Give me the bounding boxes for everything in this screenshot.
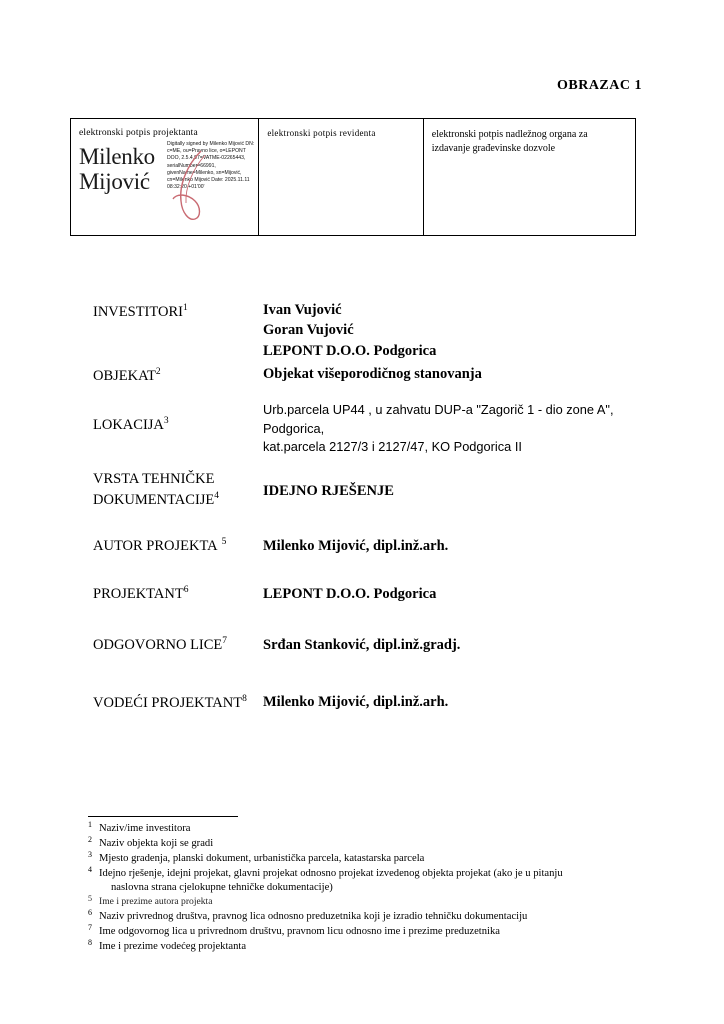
form-row-value-line: Ivan Vujović	[263, 302, 342, 318]
form-row-label: LOKACIJA$^3$	[93, 416, 169, 433]
form-row-value-line: Milenko Mijović, dipl.inž.arh.	[263, 538, 449, 554]
footnote-text: Idejno rješenje, idejni projekat, glavni projekat odnosno projekat izvedenog objekta projekat (ako je u pitanju	[99, 868, 563, 880]
footnote-text: Naziv objekta koji se gradi	[99, 838, 214, 850]
form-row-value-line: LEPONT D.O.O. Podgorica	[263, 342, 437, 359]
form-row-value-line: IDEJNO RJEŠENJE	[263, 483, 394, 499]
form-row-value-line: Podgorica,	[263, 420, 325, 436]
digital-signature-details: Digitally signed by Milenko Mijović DN: c=ME, ou=Pravno lice, o=LEPONT DOO, 2.5.4.97=VATME-02265443, serialNumber=66991, givenName=Milenko, sn=Mijović, cn=Milenko Mijović Date: 2025.11.11 08:32:20 +01'00'	[167, 141, 255, 191]
footnote-item	[88, 822, 658, 836]
footnote-item	[88, 852, 658, 866]
form-row-value	[263, 401, 663, 457]
form-row-value	[263, 635, 663, 655]
footnote-text: Naziv privrednog društva, pravnog lica odnosno preduzetnika koji je izradio tehničku dokumentaciju	[99, 910, 528, 922]
footnote-item	[88, 837, 658, 851]
form-row-value-line: Goran Vujović	[263, 322, 354, 339]
form-row-value	[263, 300, 663, 361]
footnote-number: 4	[88, 865, 92, 875]
footnote-text: Ime i prezime vodećeg projektanta	[99, 940, 247, 952]
form-row-value	[263, 692, 663, 712]
signature-table	[70, 118, 636, 236]
footnote-text: Mjesto gradenja, planski dokument, urbanistička parcela, katastarska parcela	[99, 853, 425, 865]
form-row-value-line: LEPONT D.O.O. Podgorica	[263, 586, 437, 602]
footnote-marker: 7	[222, 636, 228, 646]
form-row-value-line: Srđan Stanković, dipl.inž.gradj.	[263, 637, 461, 653]
signature-cell-nadlezni-organ	[424, 119, 635, 235]
form-row-value-line: Milenko Mijović, dipl.inž.arh.	[263, 694, 449, 710]
form-row-value	[263, 536, 663, 556]
form-row-label: PROJEKTANT$^6$	[93, 585, 189, 602]
form-row-value	[263, 481, 663, 501]
footnote-item	[88, 893, 658, 908]
footnote-text-continued: naslovna strana cjelokupne tehničke dokumentacije)	[111, 881, 333, 893]
footnote-number: 1	[88, 820, 92, 829]
form-row-label: VRSTA TEHNIČKE DOKUMENTACIJE$^4$	[93, 471, 220, 508]
footnote-item	[88, 937, 658, 954]
form-row-label: AUTOR PROJEKTA $^5$	[93, 537, 227, 554]
form-row-label: ODGOVORNO LICE$^7$	[93, 636, 228, 653]
footnote-text: Naziv/ime investitora	[99, 823, 191, 834]
form-row-value-line: Objekat višeporodičnog stanovanja	[263, 366, 482, 382]
form-row-value-line: Urb.parcela UP44 , u zahvatu DUP-a "Zagorič 1 - dio zone A",	[263, 402, 614, 417]
footnote-item	[88, 867, 658, 894]
footnote-item	[88, 922, 658, 939]
footnote-number: 7	[88, 922, 92, 932]
footnote-marker: 8	[242, 694, 247, 704]
footnote-text: Ime odgovornog lica u privrednom društvu, pravnom licu odnosno ime i prezime preduzetnika	[99, 925, 500, 937]
footnote-marker: 3	[163, 416, 169, 426]
footnote-number: 5	[88, 893, 92, 903]
footnote-divider	[88, 816, 238, 817]
form-row-label: INVESTITORI$^1$	[93, 303, 188, 320]
footnote-item	[88, 907, 658, 924]
form-row-label: VODEĆI PROJEKTANT$^8$	[93, 694, 247, 711]
footnote-marker: 4	[214, 490, 220, 501]
signature-cell-projektant	[71, 119, 259, 235]
footnote-text: Ime i prezime autora projekta	[99, 895, 213, 907]
footnote-marker: 5	[221, 537, 227, 547]
form-row-value-line: kat.parcela 2127/3 i 2127/47, KO Podgorica II	[263, 439, 522, 455]
footnote-marker: 6	[183, 585, 189, 595]
footnote-number: 8	[88, 937, 92, 947]
footnotes	[88, 822, 658, 955]
signature-label-nadlezni-organ: elektronski potpis nadležnog organa za izdavanje građevinske dozvole	[431, 129, 588, 154]
digital-signature-name: Milenko Mijović	[79, 144, 155, 194]
footnote-number: 3	[88, 850, 92, 860]
form-code: OBRAZAC 1	[556, 78, 642, 93]
footnote-number: 6	[88, 907, 92, 917]
signature-label-projektant: elektronski potpis projektanta	[79, 128, 198, 138]
signature-cell-revident	[259, 119, 423, 235]
signature-label-revident: elektronski potpis revidenta	[267, 128, 376, 138]
form-row-label: OBJEKAT$^2$	[93, 367, 161, 384]
footnote-marker: 2	[155, 367, 161, 377]
footnote-marker: 1	[182, 303, 188, 313]
footnote-number: 2	[88, 835, 92, 845]
form-row-value	[263, 364, 663, 384]
form-row-value	[263, 584, 663, 604]
